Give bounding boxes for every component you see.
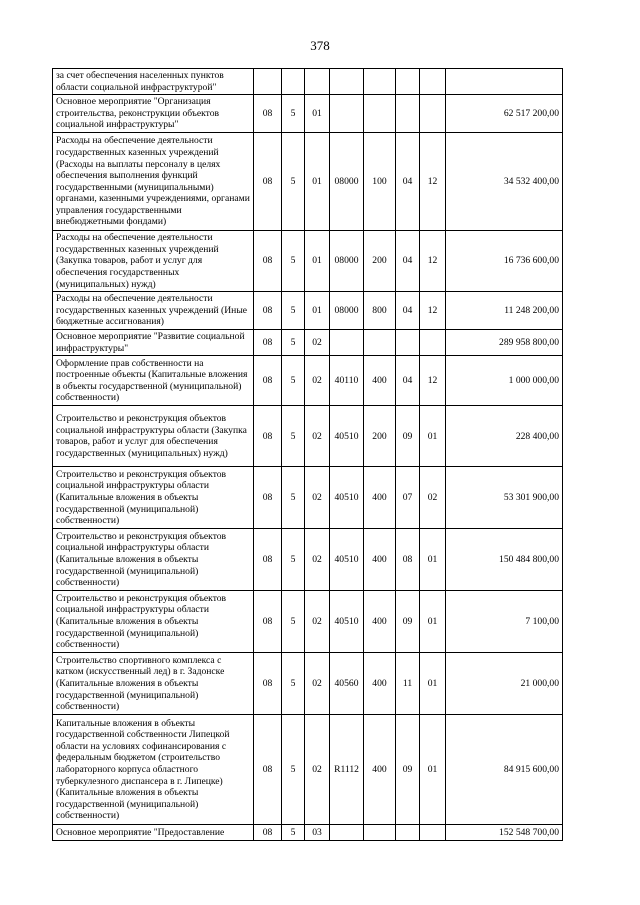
- row-description: Строительство и реконструкция объектов социальной инфраструктуры области (Закупка товаров, работ и услуг для обеспечения государственных (муниципальных) нужд): [53, 406, 254, 467]
- row-description: Основное мероприятие "Организация строительства, реконструкции объектов социальной инфраструктуры": [53, 95, 254, 133]
- row-description: Строительство и реконструкция объектов социальной инфраструктуры области (Капитальные вложения в объекты государственной (муниципальной) собственности): [53, 529, 254, 591]
- section-code: 09: [396, 591, 420, 653]
- expense-direction-code: 08000: [330, 292, 364, 330]
- program-code: 08: [254, 653, 282, 715]
- amount: 62 517 200,00: [446, 95, 563, 133]
- subprogram-code: 5: [282, 231, 305, 292]
- row-description: Основное мероприятие "Развитие социальной инфраструктуры": [53, 330, 254, 356]
- subsection-code: 12: [420, 133, 446, 231]
- program-code: 08: [254, 715, 282, 825]
- subprogram-code: 5: [282, 529, 305, 591]
- activity-code: 02: [305, 467, 330, 529]
- program-code: 08: [254, 231, 282, 292]
- expense-type-code: 400: [364, 715, 396, 825]
- amount: 7 100,00: [446, 591, 563, 653]
- expense-direction-code: 40560: [330, 653, 364, 715]
- table-row: [53, 356, 563, 406]
- activity-code: 02: [305, 653, 330, 715]
- program-code: 08: [254, 591, 282, 653]
- expense-direction-code: [330, 330, 364, 356]
- amount: 16 736 600,00: [446, 231, 563, 292]
- amount: 1 000 000,00: [446, 356, 563, 406]
- expense-type-code: 400: [364, 529, 396, 591]
- section-code: 09: [396, 406, 420, 467]
- section-code: 07: [396, 467, 420, 529]
- expense-direction-code: 40110: [330, 356, 364, 406]
- table-row: [53, 292, 563, 330]
- expense-type-code: 400: [364, 653, 396, 715]
- row-description: Расходы на обеспечение деятельности государственных казенных учреждений (Закупка товаров, работ и услуг для обеспечения государственных (муниципальных) нужд): [53, 231, 254, 292]
- expense-type-code: 100: [364, 133, 396, 231]
- amount: 84 915 600,00: [446, 715, 563, 825]
- expense-direction-code: [330, 95, 364, 133]
- table-row: [53, 529, 563, 591]
- subprogram-code: 5: [282, 406, 305, 467]
- section-code: 11: [396, 653, 420, 715]
- expense-type-code: 200: [364, 231, 396, 292]
- amount: 21 000,00: [446, 653, 563, 715]
- expense-direction-code: R1112: [330, 715, 364, 825]
- expense-type-code: 800: [364, 292, 396, 330]
- subsection-code: [420, 95, 446, 133]
- amount: 34 532 400,00: [446, 133, 563, 231]
- activity-code: [305, 69, 330, 95]
- section-code: 04: [396, 231, 420, 292]
- subprogram-code: 5: [282, 467, 305, 529]
- section-code: 04: [396, 133, 420, 231]
- expense-direction-code: [330, 825, 364, 841]
- section-code: [396, 95, 420, 133]
- section-code: [396, 825, 420, 841]
- subprogram-code: 5: [282, 653, 305, 715]
- subsection-code: [420, 69, 446, 95]
- activity-code: 02: [305, 529, 330, 591]
- subsection-code: 01: [420, 653, 446, 715]
- table-row: [53, 825, 563, 841]
- subprogram-code: 5: [282, 292, 305, 330]
- expense-direction-code: 40510: [330, 467, 364, 529]
- row-description: Расходы на обеспечение деятельности государственных казенных учреждений (Расходы на выплаты персоналу в целях обеспечения выполнения функций государственными (муниципальными) органами, казенными учреждениями, органами управления государственными внебюджетными фондами): [53, 133, 254, 231]
- subsection-code: 02: [420, 467, 446, 529]
- activity-code: 02: [305, 591, 330, 653]
- expense-type-code: [364, 69, 396, 95]
- table-row: [53, 231, 563, 292]
- row-description: Строительство и реконструкция объектов социальной инфраструктуры области (Капитальные вложения в объекты государственной (муниципальной) собственности): [53, 591, 254, 653]
- expense-type-code: 400: [364, 467, 396, 529]
- subsection-code: 12: [420, 292, 446, 330]
- page-number: 378: [310, 38, 330, 53]
- expense-type-code: 400: [364, 591, 396, 653]
- activity-code: 01: [305, 95, 330, 133]
- table-row: [53, 467, 563, 529]
- table-row: [53, 133, 563, 231]
- expense-direction-code: 08000: [330, 133, 364, 231]
- expense-type-code: [364, 330, 396, 356]
- amount: [446, 69, 563, 95]
- program-code: 08: [254, 292, 282, 330]
- subsection-code: 01: [420, 715, 446, 825]
- subsection-code: 01: [420, 591, 446, 653]
- subprogram-code: 5: [282, 356, 305, 406]
- section-code: 08: [396, 529, 420, 591]
- amount: 150 484 800,00: [446, 529, 563, 591]
- amount: 289 958 800,00: [446, 330, 563, 356]
- subprogram-code: [282, 69, 305, 95]
- expense-direction-code: 08000: [330, 231, 364, 292]
- program-code: 08: [254, 467, 282, 529]
- subprogram-code: 5: [282, 133, 305, 231]
- subsection-code: 01: [420, 529, 446, 591]
- subprogram-code: 5: [282, 825, 305, 841]
- expense-direction-code: 40510: [330, 591, 364, 653]
- expense-type-code: 200: [364, 406, 396, 467]
- row-description: за счет обеспечения населенных пунктов области социальной инфраструктурой": [53, 69, 254, 95]
- section-code: 04: [396, 356, 420, 406]
- row-description: Строительство и реконструкция объектов социальной инфраструктуры области (Капитальные вложения в объекты государственной (муниципальной) собственности): [53, 467, 254, 529]
- table-row: [53, 69, 563, 95]
- section-code: [396, 330, 420, 356]
- table-row: [53, 330, 563, 356]
- activity-code: 01: [305, 133, 330, 231]
- subsection-code: 12: [420, 231, 446, 292]
- expense-type-code: [364, 95, 396, 133]
- program-code: 08: [254, 95, 282, 133]
- activity-code: 02: [305, 406, 330, 467]
- activity-code: 02: [305, 356, 330, 406]
- activity-code: 02: [305, 715, 330, 825]
- program-code: 08: [254, 825, 282, 841]
- subsection-code: 01: [420, 406, 446, 467]
- program-code: 08: [254, 406, 282, 467]
- expense-direction-code: 40510: [330, 529, 364, 591]
- section-code: [396, 69, 420, 95]
- section-code: 04: [396, 292, 420, 330]
- activity-code: 03: [305, 825, 330, 841]
- table-row: [53, 591, 563, 653]
- table-row: [53, 715, 563, 825]
- activity-code: 02: [305, 330, 330, 356]
- row-description: Расходы на обеспечение деятельности государственных казенных учреждений (Иные бюджетные ассигнования): [53, 292, 254, 330]
- program-code: 08: [254, 529, 282, 591]
- row-description: Основное мероприятие "Предоставление: [53, 825, 254, 841]
- activity-code: 01: [305, 292, 330, 330]
- expense-type-code: [364, 825, 396, 841]
- expense-type-code: 400: [364, 356, 396, 406]
- program-code: [254, 69, 282, 95]
- subsection-code: [420, 825, 446, 841]
- row-description: Строительство спортивного комплекса с катком (искусственный лед) в г. Задонске (Капитальные вложения в объекты государственной (муниципальной) собственности): [53, 653, 254, 715]
- amount: 11 248 200,00: [446, 292, 563, 330]
- subprogram-code: 5: [282, 715, 305, 825]
- amount: 53 301 900,00: [446, 467, 563, 529]
- expense-direction-code: 40510: [330, 406, 364, 467]
- amount: 152 548 700,00: [446, 825, 563, 841]
- subprogram-code: 5: [282, 591, 305, 653]
- section-code: 09: [396, 715, 420, 825]
- activity-code: 01: [305, 231, 330, 292]
- expense-direction-code: [330, 69, 364, 95]
- subprogram-code: 5: [282, 330, 305, 356]
- row-description: Капитальные вложения в объекты государственной собственности Липецкой области на условиях софинансирования с федеральным бюджетом (строительство лабораторного корпуса областного туберкулезного диспансера в г. Липецке) (Капитальные вложения в объекты государственной (муниципальной) собственности): [53, 715, 254, 825]
- table-row: [53, 406, 563, 467]
- row-description: Оформление прав собственности на построенные объекты (Капитальные вложения в объекты государственной (муниципальной) собственности): [53, 356, 254, 406]
- table-row: [53, 95, 563, 133]
- program-code: 08: [254, 330, 282, 356]
- subsection-code: 12: [420, 356, 446, 406]
- subprogram-code: 5: [282, 95, 305, 133]
- table-row: [53, 653, 563, 715]
- subsection-code: [420, 330, 446, 356]
- program-code: 08: [254, 133, 282, 231]
- budget-table: [52, 68, 563, 841]
- amount: 228 400,00: [446, 406, 563, 467]
- program-code: 08: [254, 356, 282, 406]
